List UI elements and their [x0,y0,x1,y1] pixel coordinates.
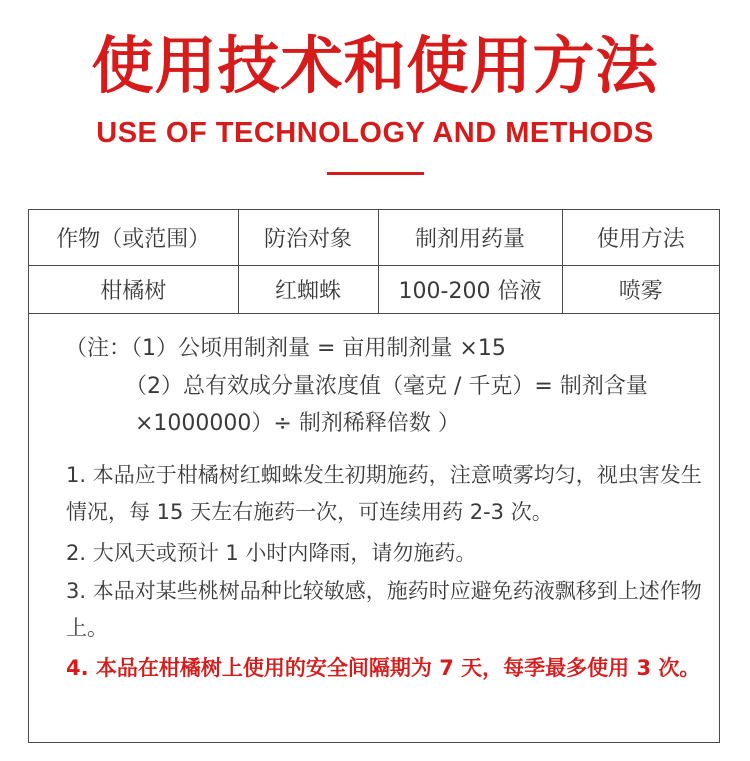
cell-crop: 柑橘树 [29,266,238,314]
usage-table [29,210,719,314]
note-concentration-formula-cont: ×1000000）÷ 制剂稀释倍数 ） [135,411,460,436]
page-subtitle: USE OF TECHNOLOGY AND METHODS [96,117,654,149]
table-row [29,266,719,314]
header-target: 防治对象 [238,210,378,266]
instruction-item-2: 2. 大风天或预计 1 小时内降雨，请勿施药。 [66,541,477,565]
header-method: 使用方法 [562,210,719,266]
instruction-item-3: 3. 本品对某些桃树品种比较敏感，施药时应避免药液飘移到上述作物上。 [66,579,702,640]
instruction-item-4-warning: 4. 本品在柑橘树上使用的安全间隔期为 7 天，每季最多使用 3 次。 [66,656,701,680]
cell-target: 红蜘蛛 [238,266,378,314]
instruction-item-1: 1. 本品应于柑橘树红蜘蛛发生初期施药，注意喷雾均匀，视虫害发生情况，每 15 天左右施药一次，可连续用药 2-3 次。 [66,463,702,524]
header-dosage: 制剂用药量 [378,210,562,266]
page-title: 使用技术和使用方法 [91,29,659,102]
title-divider [327,172,424,175]
note-concentration-formula: （2）总有效成分量浓度值（毫克 / 千克）= 制剂含量 [125,374,648,399]
content-frame [28,209,720,743]
note-hectare-formula: （注：（1）公顷用制剂量 = 亩用制剂量 ×15 [65,336,506,361]
header-crop: 作物（或范围） [29,210,238,266]
cell-method: 喷雾 [562,266,719,314]
table-header-row [29,210,719,266]
cell-dosage: 100-200 倍液 [378,266,562,314]
